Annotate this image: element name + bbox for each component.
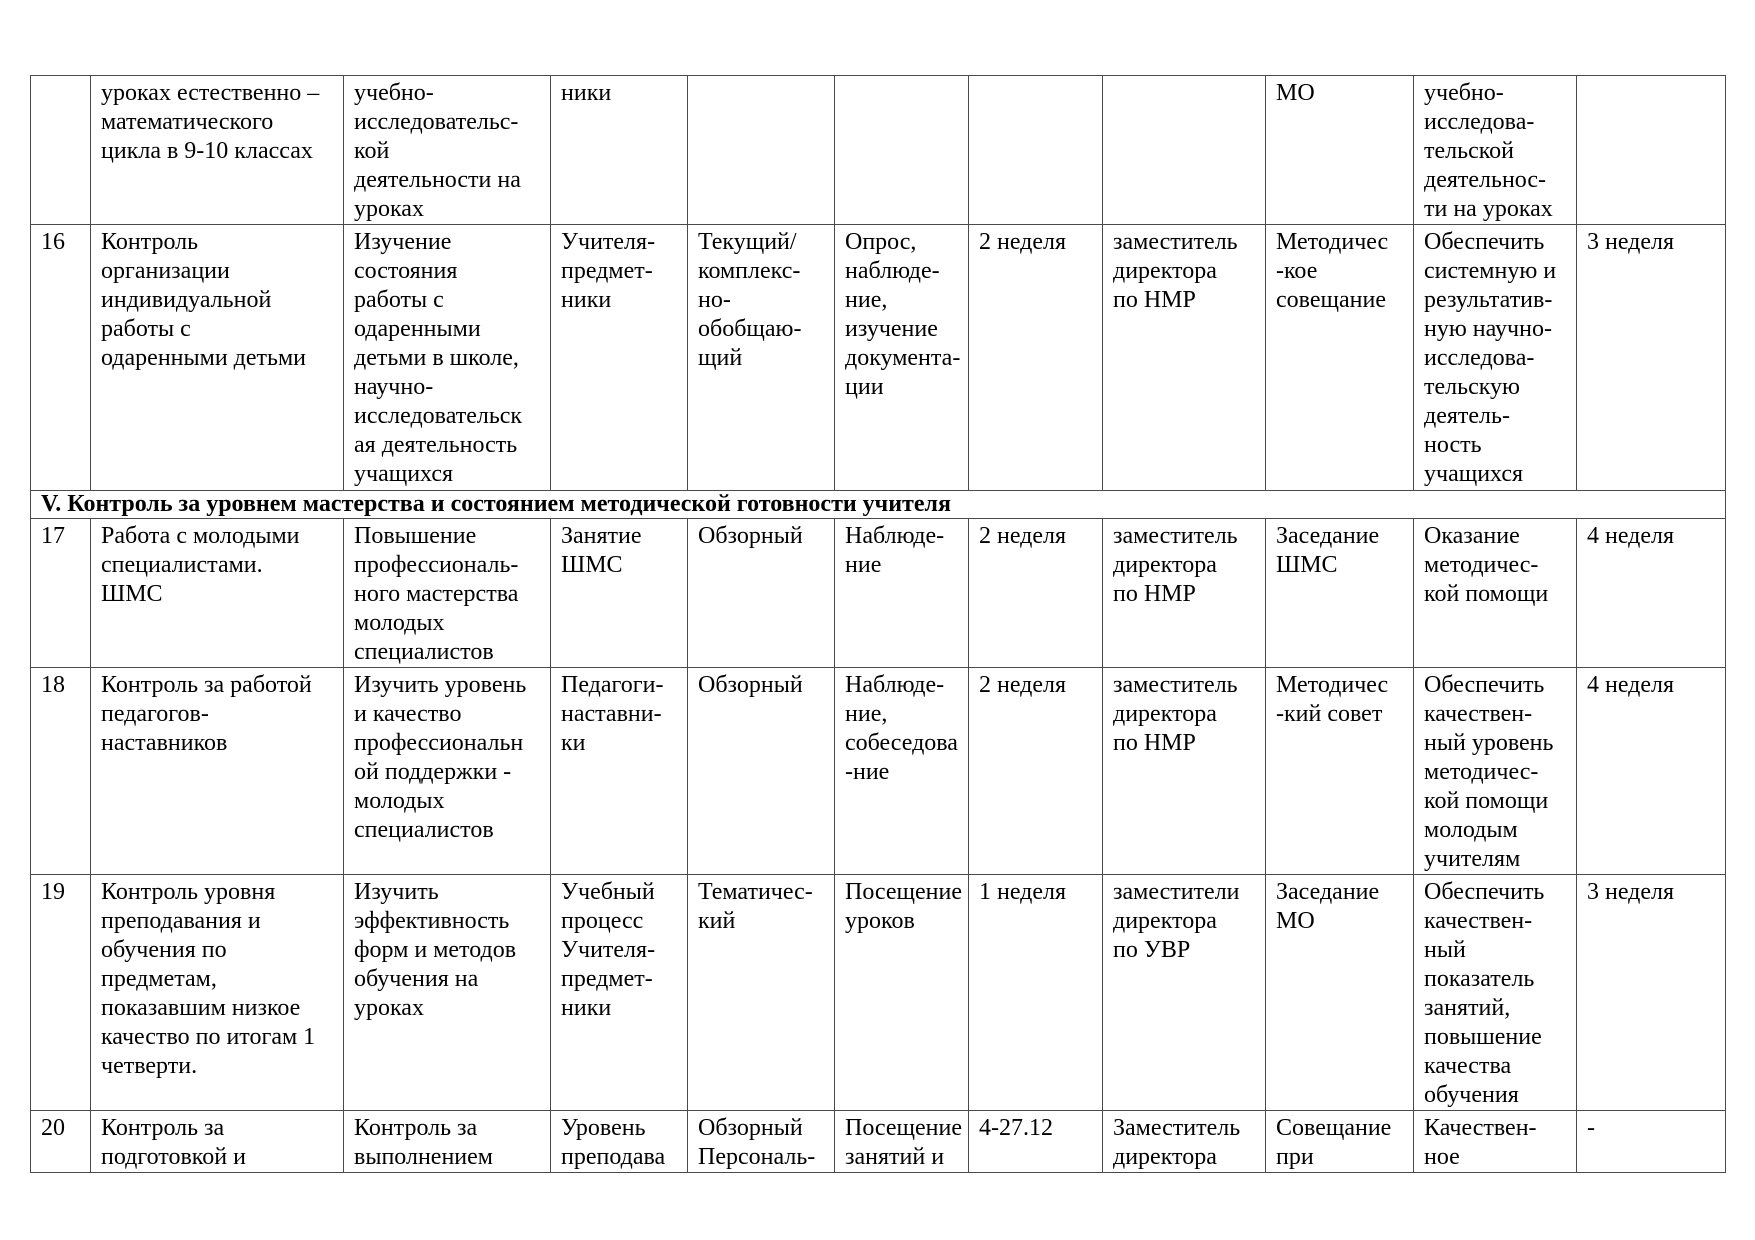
cell-method: Посещение уроков [835, 875, 969, 1111]
cell-responsible: заместители директора по УВР [1103, 875, 1266, 1111]
cell-method: Посещение занятий и [835, 1111, 969, 1173]
cell-summary: Методичес -кое совещание [1266, 225, 1414, 491]
cell-control: - [1577, 1111, 1726, 1173]
cell-decision: Обеспечить качествен- ный показатель занятий, повышение качества обучения [1414, 875, 1577, 1111]
cell-topic: Контроль за подготовкой и [91, 1111, 344, 1173]
table-row [31, 519, 1726, 668]
cell-term: 2 неделя [969, 519, 1103, 668]
cell-type: Обзорный Персональ- [688, 1111, 835, 1173]
cell-goal: Изучить уровень и качество профессиональн ой поддержки - молодых специалистов [344, 668, 551, 875]
table-row [31, 1111, 1726, 1173]
cell-object: Уровень преподава [551, 1111, 688, 1173]
cell-responsible [1103, 76, 1266, 225]
cell-summary: Методичес -кий совет [1266, 668, 1414, 875]
cell-goal: Изучить эффективность форм и методов обучения на уроках [344, 875, 551, 1111]
table-row [31, 875, 1726, 1111]
cell-type: Обзорный [688, 668, 835, 875]
cell-type: Тематичес- кий [688, 875, 835, 1111]
document-page [30, 75, 1725, 1173]
cell-object: Учителя- предмет- ники [551, 225, 688, 491]
cell-type [688, 76, 835, 225]
cell-topic: Контроль за работой педагогов- наставников [91, 668, 344, 875]
cell-term: 1 неделя [969, 875, 1103, 1111]
table-row [31, 76, 1726, 225]
cell-control: 3 неделя [1577, 225, 1726, 491]
cell-number [31, 76, 91, 225]
cell-responsible: заместитель директора по НМР [1103, 668, 1266, 875]
cell-responsible: заместитель директора по НМР [1103, 519, 1266, 668]
cell-decision: Обеспечить качествен- ный уровень методичес- кой помощи молодым учителям [1414, 668, 1577, 875]
cell-number: 19 [31, 875, 91, 1111]
cell-number: 18 [31, 668, 91, 875]
cell-control [1577, 76, 1726, 225]
cell-object: ники [551, 76, 688, 225]
cell-term: 2 неделя [969, 225, 1103, 491]
table-row [31, 225, 1726, 491]
cell-object: Занятие ШМС [551, 519, 688, 668]
cell-control: 4 неделя [1577, 668, 1726, 875]
cell-topic: Контроль организации индивидуальной работы с одаренными детьми [91, 225, 344, 491]
cell-method: Наблюде- ние [835, 519, 969, 668]
cell-goal: Контроль за выполнением [344, 1111, 551, 1173]
cell-topic: Работа с молодыми специалистами. ШМС [91, 519, 344, 668]
cell-summary: Заседание МО [1266, 875, 1414, 1111]
cell-goal: Повышение профессиональ- ного мастерства молодых специалистов [344, 519, 551, 668]
cell-method [835, 76, 969, 225]
control-plan-table [30, 75, 1726, 1173]
cell-summary: Совещание при [1266, 1111, 1414, 1173]
cell-goal: учебно- исследовательс- кой деятельности на уроках [344, 76, 551, 225]
cell-summary: Заседание ШМС [1266, 519, 1414, 668]
section-row [31, 491, 1726, 519]
cell-topic: уроках естественно – математического цикла в 9-10 классах [91, 76, 344, 225]
cell-responsible: Заместитель директора [1103, 1111, 1266, 1173]
table-row [31, 668, 1726, 875]
cell-summary: МО [1266, 76, 1414, 225]
cell-decision: Оказание методичес- кой помощи [1414, 519, 1577, 668]
cell-number: 17 [31, 519, 91, 668]
cell-goal: Изучение состояния работы с одаренными детьми в школе, научно- исследовательск ая деятельность учащихся [344, 225, 551, 491]
cell-term: 2 неделя [969, 668, 1103, 875]
cell-method: Опрос, наблюде- ние, изучение документа- ции [835, 225, 969, 491]
cell-term: 4-27.12 [969, 1111, 1103, 1173]
cell-responsible: заместитель директора по НМР [1103, 225, 1266, 491]
cell-decision: Качествен- ное [1414, 1111, 1577, 1173]
cell-type: Обзорный [688, 519, 835, 668]
cell-number: 20 [31, 1111, 91, 1173]
section-title: V. Контроль за уровнем мастерства и состоянием методической готовности учителя [31, 491, 1726, 519]
cell-object: Педагоги- наставни- ки [551, 668, 688, 875]
cell-control: 3 неделя [1577, 875, 1726, 1111]
cell-control: 4 неделя [1577, 519, 1726, 668]
cell-method: Наблюде- ние, собеседова -ние [835, 668, 969, 875]
cell-decision: учебно- исследова- тельской деятельнос- ти на уроках [1414, 76, 1577, 225]
cell-number: 16 [31, 225, 91, 491]
cell-term [969, 76, 1103, 225]
cell-decision: Обеспечить системную и результатив- ную научно- исследова- тельскую деятель- ность учащихся [1414, 225, 1577, 491]
cell-type: Текущий/ комплекс- но- обобщаю- щий [688, 225, 835, 491]
cell-topic: Контроль уровня преподавания и обучения по предметам, показавшим низкое качество по итогам 1 четверти. [91, 875, 344, 1111]
cell-object: Учебный процесс Учителя- предмет- ники [551, 875, 688, 1111]
